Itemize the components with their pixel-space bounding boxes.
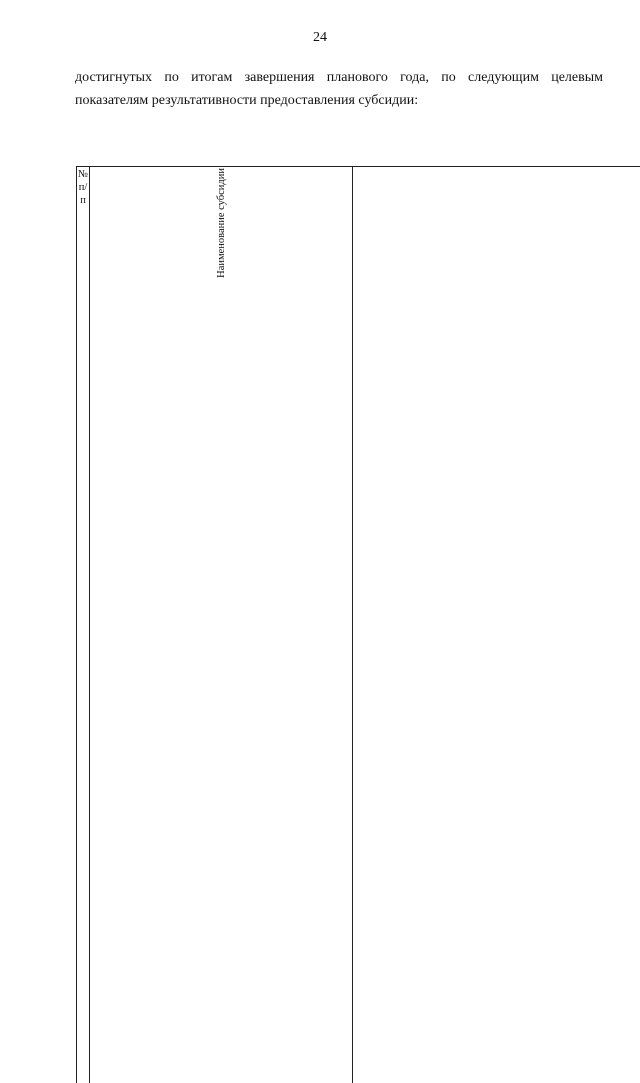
header-num: № п/п — [77, 167, 90, 1083]
header-row — [77, 167, 640, 337]
page-number: 24 — [0, 30, 640, 46]
intro-paragraph: достигнутых по итогам завершения планового года, по следующим целевым показателям результативности предоставления субсидии: — [75, 66, 603, 112]
indicators-table — [76, 166, 640, 1083]
header-indicator — [353, 167, 640, 1083]
header-name-text: Наименование субсидии — [215, 168, 228, 278]
header-name — [90, 167, 353, 1083]
